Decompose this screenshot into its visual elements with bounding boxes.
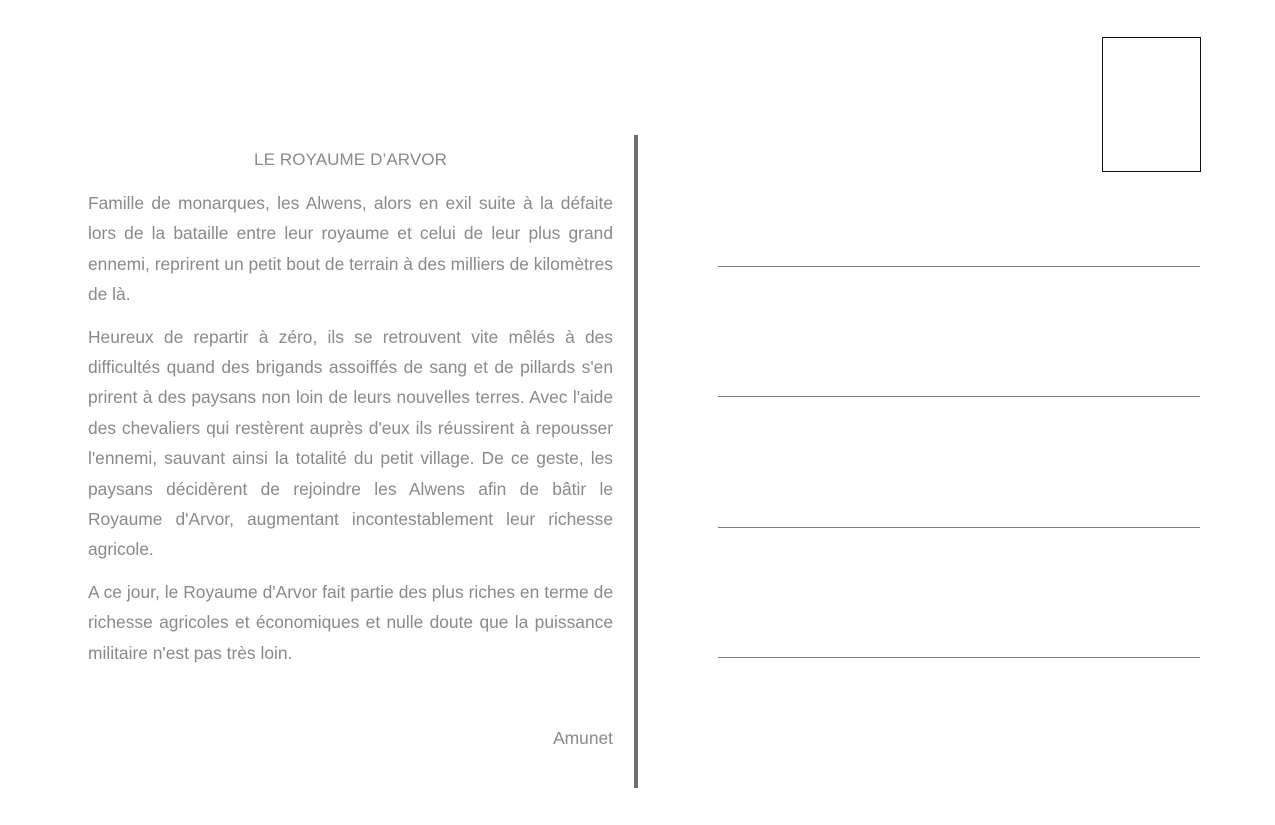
paragraph-3: A ce jour, le Royaume d'Arvor fait partie des plus riches en terme de richesse agricoles et économiques et nulle doute que la puissance militaire n'est pas très loin. [88, 581, 613, 663]
paragraph-2: Heureux de repartir à zéro, ils se retrouvent vite mêlés à des difficultés quand des brigands assoiffés de sang et de pillards s'en prirent à des paysans non loin de leurs nouvelles terres. Avec l'aide des chevaliers qui restèrent auprès d'eux ils réussirent à repousser l'ennemi, sauvant ainsi la totalité du petit village. De ce geste, les paysans décidèrent de rejoindre les Alwens afin de bâtir le Royaume d'Arvor, augmentant incontestablement leur richesse agricole. [88, 326, 613, 560]
address-line-4 [718, 657, 1200, 658]
address-line-3 [718, 527, 1200, 528]
address-line-2 [718, 396, 1200, 397]
address-line-1 [718, 266, 1200, 267]
center-divider [634, 135, 638, 788]
message-area [88, 146, 613, 680]
signature: Amunet [553, 728, 613, 748]
stamp-box [1102, 37, 1201, 172]
paragraph-1: Famille de monarques, les Alwens, alors en exil suite à la défaite lors de la bataille entre leur royaume et celui de leur plus grand ennemi, reprirent un petit bout de terrain à des milliers de kilomètres de là. [88, 193, 613, 305]
card-title: LE ROYAUME D’ARVOR [254, 150, 447, 169]
